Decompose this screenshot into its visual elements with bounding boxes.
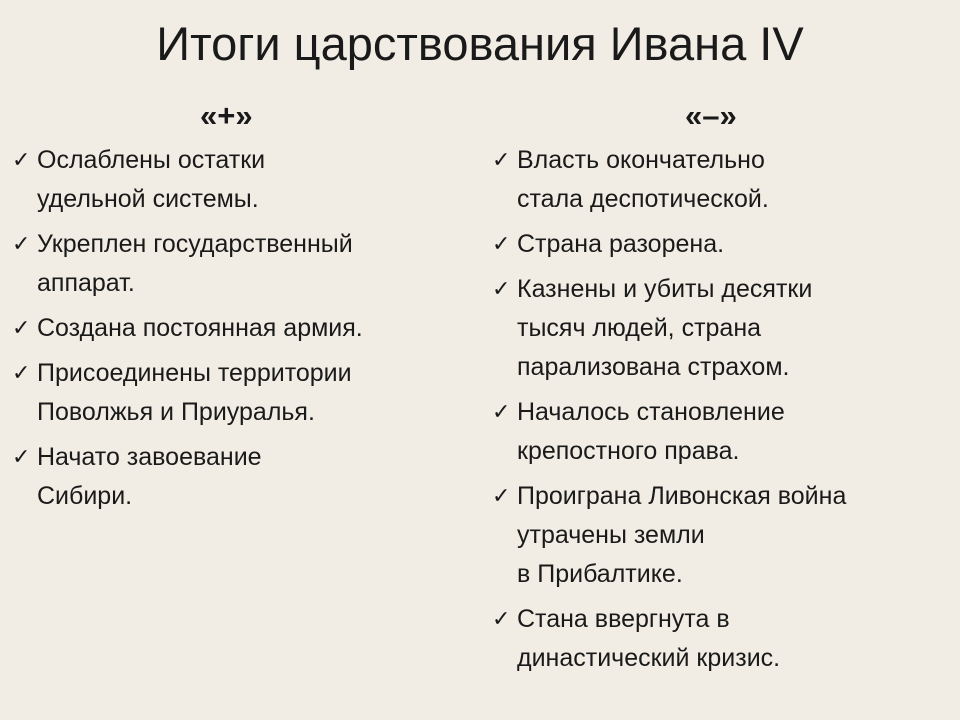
pros-list	[10, 141, 470, 516]
checkmark-icon: ✓	[12, 316, 31, 341]
slide-title: Итоги царствования Ивана IV	[156, 17, 804, 70]
list-item-text: Присоединены территории Поволжья и Приуралья.	[37, 359, 352, 426]
checkmark-icon: ✓	[12, 148, 31, 173]
list-item	[10, 141, 470, 219]
checkmark-icon: ✓	[12, 445, 31, 470]
list-item-text: Начато завоевание Сибири.	[37, 443, 262, 510]
list-item-text: Проиграна Ливонская война утрачены земли в Прибалтике.	[517, 482, 847, 588]
list-item	[10, 438, 470, 516]
pros-heading: «+»	[200, 98, 253, 133]
list-item	[490, 270, 952, 387]
list-item	[490, 393, 952, 471]
list-item	[490, 225, 952, 264]
list-item-text: Создана постоянная армия.	[37, 314, 363, 342]
list-item	[10, 309, 470, 348]
list-item-text: Ослаблены остатки удельной системы.	[37, 146, 266, 213]
cons-list	[490, 141, 952, 678]
checkmark-icon: ✓	[12, 232, 31, 257]
cons-heading: «–»	[685, 98, 737, 133]
checkmark-icon: ✓	[492, 400, 511, 425]
list-item-text: Укреплен государственный аппарат.	[37, 230, 353, 297]
checkmark-icon: ✓	[492, 148, 511, 173]
list-item	[10, 225, 470, 303]
list-item	[10, 354, 470, 432]
checkmark-icon: ✓	[492, 484, 511, 509]
pros-column	[10, 96, 470, 522]
checkmark-icon: ✓	[12, 361, 31, 386]
list-item-text: Власть окончательно стала деспотической.	[517, 146, 769, 213]
checkmark-icon: ✓	[492, 232, 511, 257]
checkmark-icon: ✓	[492, 277, 511, 302]
list-item	[490, 477, 952, 594]
list-item-text: Стана ввергнута в династический кризис.	[517, 605, 781, 672]
list-item-text: Казнены и убиты десятки тысяч людей, страна парализована страхом.	[517, 275, 813, 381]
list-item	[490, 141, 952, 219]
list-item	[490, 600, 952, 678]
list-item-text: Страна разорена.	[517, 230, 725, 258]
checkmark-icon: ✓	[492, 607, 511, 632]
list-item-text: Началось становление крепостного права.	[517, 398, 785, 465]
cons-column	[490, 96, 952, 684]
